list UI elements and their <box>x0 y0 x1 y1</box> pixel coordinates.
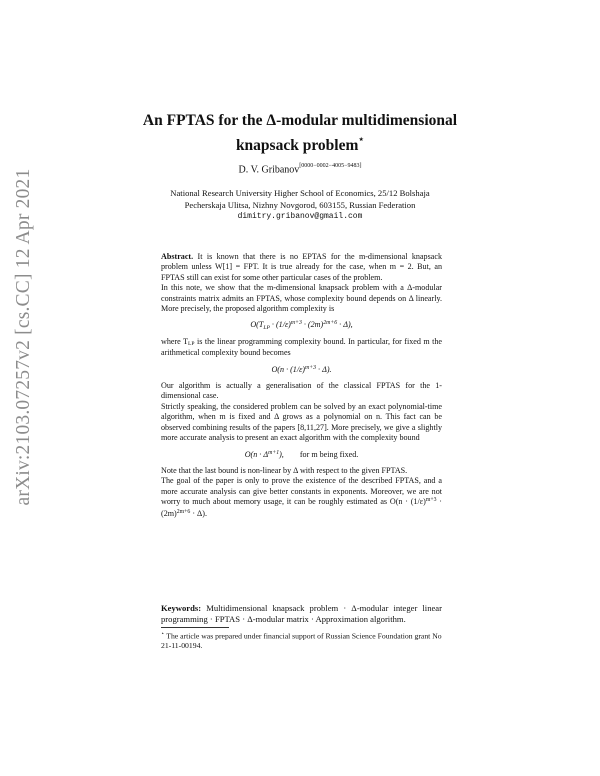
affiliation-line-2: Pecherskaja Ulitsa, Nizhny Novgorod, 603155, Russian Federation <box>184 200 416 210</box>
author-line <box>100 164 500 175</box>
abstract-paragraph-4: Our algorithm is actually a generalisation of the classical FPTAS for the 1-dimensional case. <box>161 381 442 401</box>
p7-mid: · (2m) <box>161 497 443 518</box>
arxiv-identifier: arXiv:2103.07257v2 [cs.CC] 12 Apr 2021 <box>13 168 34 506</box>
eq1-mid1: · (1/ε) <box>269 320 291 330</box>
p3-part1: where T <box>161 336 189 346</box>
abstract-paragraph-2: In this note, we show that the m-dimensional knapsack problem with a Δ-modular constraints matrix admits an FPTAS, whose complexity bound depends on Δ linearly. More precisely, the proposed algorithm complexity is <box>161 283 442 314</box>
eq2-text: O(n · (1/ε) <box>271 364 305 374</box>
abstract-paragraph-1 <box>161 252 442 283</box>
p7-end: · Δ). <box>190 508 207 518</box>
abstract-paragraph-5: Strictly speaking, the considered problem can be solved by an exact polynomial-time algorithm, when m is fixed and Δ grows as a polynomial on n. This fact can be observed combining results of the papers [8,11,27]. More precisely, we give a slightly more accurate analysis to present an exact algorithm with the complexity bound <box>161 401 442 443</box>
abstract-p1-text: It is known that there is no EPTAS for the m-dimensional knapsack problem unless W[1] = FPT. It is true already for the case, when m = 2. But, an FPTAS still can exist for some other particular cases of the problem. <box>161 252 442 282</box>
title-line-1: An FPTAS for the Δ-modular multidimensional <box>142 112 458 129</box>
equation-fixed-m <box>161 365 442 376</box>
eq3-end: ), <box>279 449 284 459</box>
abstract-paragraph-7 <box>161 476 442 520</box>
eq1-mid2: · (2m) <box>301 320 324 330</box>
eq2-end: · Δ). <box>316 364 332 374</box>
affiliation-line-1: National Research University Higher School of Economics, 25/12 Bolshaja <box>170 188 430 198</box>
equation-exact <box>161 450 442 461</box>
eq1-exp1: m+3 <box>290 320 302 327</box>
author-email[interactable]: dimitry.gribanov@gmail.com <box>237 212 363 221</box>
eq1-subscript: LP <box>263 324 270 331</box>
keywords-text: Multidimensional knapsack problem · Δ-modular integer linear programming · FPTAS · Δ-modular matrix · Approximation algorithm. <box>161 603 442 624</box>
p7-exp2: 2m+6 <box>176 508 191 515</box>
paper-title <box>100 111 500 156</box>
author-orcid[interactable]: [0000−0002−4005−9483] <box>299 163 362 169</box>
eq1-text: O(T <box>250 320 264 330</box>
keywords-label: Keywords: <box>161 603 202 613</box>
eq1-exp2: 2m+6 <box>323 320 338 327</box>
author-name: D. V. Gribanov <box>238 164 300 176</box>
p3-subscript: LP <box>188 341 195 348</box>
abstract-paragraph-6: Note that the last bound is non-linear by Δ with respect to the given FPTAS. <box>161 465 408 475</box>
footnote-text: The article was prepared under financial support of Russian Science Foundation grant No 21-11-00194. <box>161 631 442 651</box>
abstract-paragraph-3 <box>161 337 442 359</box>
eq3-suffix: for m being fixed. <box>299 449 359 459</box>
eq1-end: · Δ), <box>337 320 353 330</box>
p7-exp1: m+3 <box>425 497 437 504</box>
affiliation <box>100 187 500 223</box>
abstract-label: Abstract. <box>161 252 194 261</box>
equation-complexity <box>161 320 442 331</box>
keywords <box>161 603 442 625</box>
abstract <box>161 252 442 520</box>
eq3-text: O(n · Δ <box>244 449 269 459</box>
title-footnote-mark: ⋆ <box>358 134 365 144</box>
footnote <box>161 630 442 651</box>
title-line-2: knapsack problem <box>235 137 359 155</box>
eq3-exp: m+1 <box>268 449 280 456</box>
eq2-exp: m+3 <box>305 364 316 371</box>
footnote-rule <box>161 627 229 628</box>
footnote-mark: ⋆ <box>161 631 165 637</box>
p3-part2: is the linear programming complexity bound. In particular, for fixed m the arithmetical complexity bound becomes <box>161 336 443 358</box>
p7-part1: The goal of the paper is only to prove the existence of the described FPTAS, and a more accurate analysis can give better constants in exponents. Moreover, we are not worry to much about memory usage, it can be roughly estimated as O(n · (1/ε) <box>161 476 442 507</box>
